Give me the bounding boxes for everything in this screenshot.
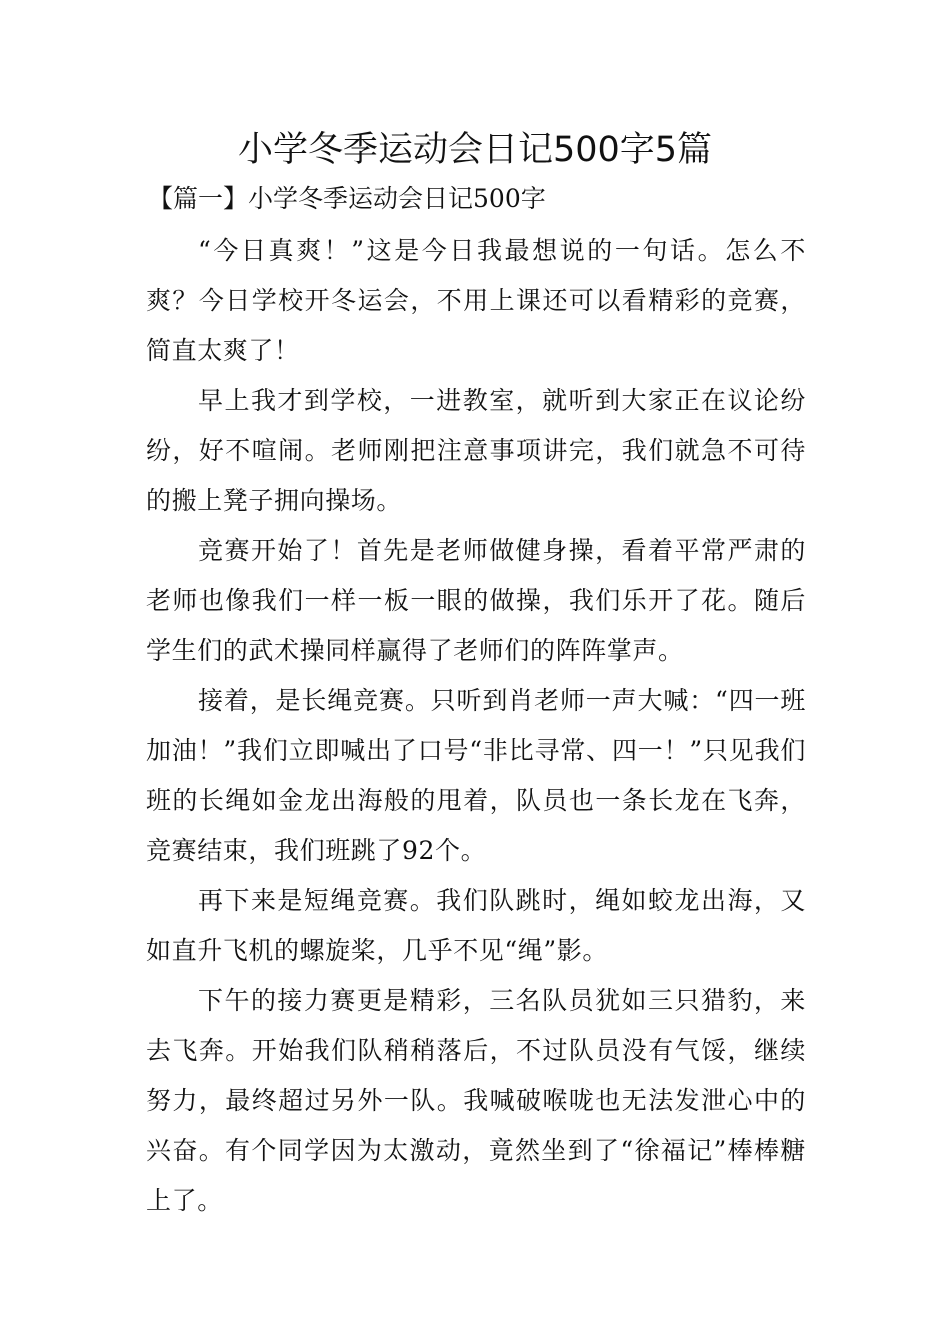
- paragraph: 接着，是长绳竞赛。只听到肖老师一声大喊：“四一班加油！”我们立即喊出了口号“非比寻常、四一！”只见我们班的长绳如金龙出海般的甩着，队员也一条长龙在飞奔，竞赛结束，我们班跳了92个。: [146, 686, 806, 865]
- paragraph: “今日真爽！”这是今日我最想说的一句话。怎么不爽？今日学校开冬运会，不用上课还可以看精彩的竞赛，简直太爽了！: [146, 236, 806, 365]
- paragraph: 下午的接力赛更是精彩，三名队员犹如三只猎豹，来去飞奔。开始我们队稍稍落后，不过队员没有气馁，继续努力，最终超过另外一队。我喊破喉咙也无法发泄心中的兴奋。有个同学因为太激动，竟然坐到了“徐福记”棒棒糖上了。: [146, 986, 806, 1215]
- document-title: 小学冬季运动会日记500字5篇: [237, 130, 713, 170]
- document-body: [146, 226, 806, 1226]
- section-heading: 【篇一】小学冬季运动会日记500字: [148, 184, 546, 213]
- paragraph: 早上我才到学校，一进教室，就听到大家正在议论纷纷，好不喧闹。老师刚把注意事项讲完，我们就急不可待的搬上凳子拥向操场。: [146, 386, 806, 515]
- paragraph: 再下来是短绳竞赛。我们队跳时，绳如蛟龙出海，又如直升飞机的螺旋桨，几乎不见“绳”影。: [146, 886, 806, 965]
- paragraph: 竞赛开始了！首先是老师做健身操，看着平常严肃的老师也像我们一样一板一眼的做操，我们乐开了花。随后学生们的武术操同样赢得了老师们的阵阵掌声。: [146, 536, 806, 665]
